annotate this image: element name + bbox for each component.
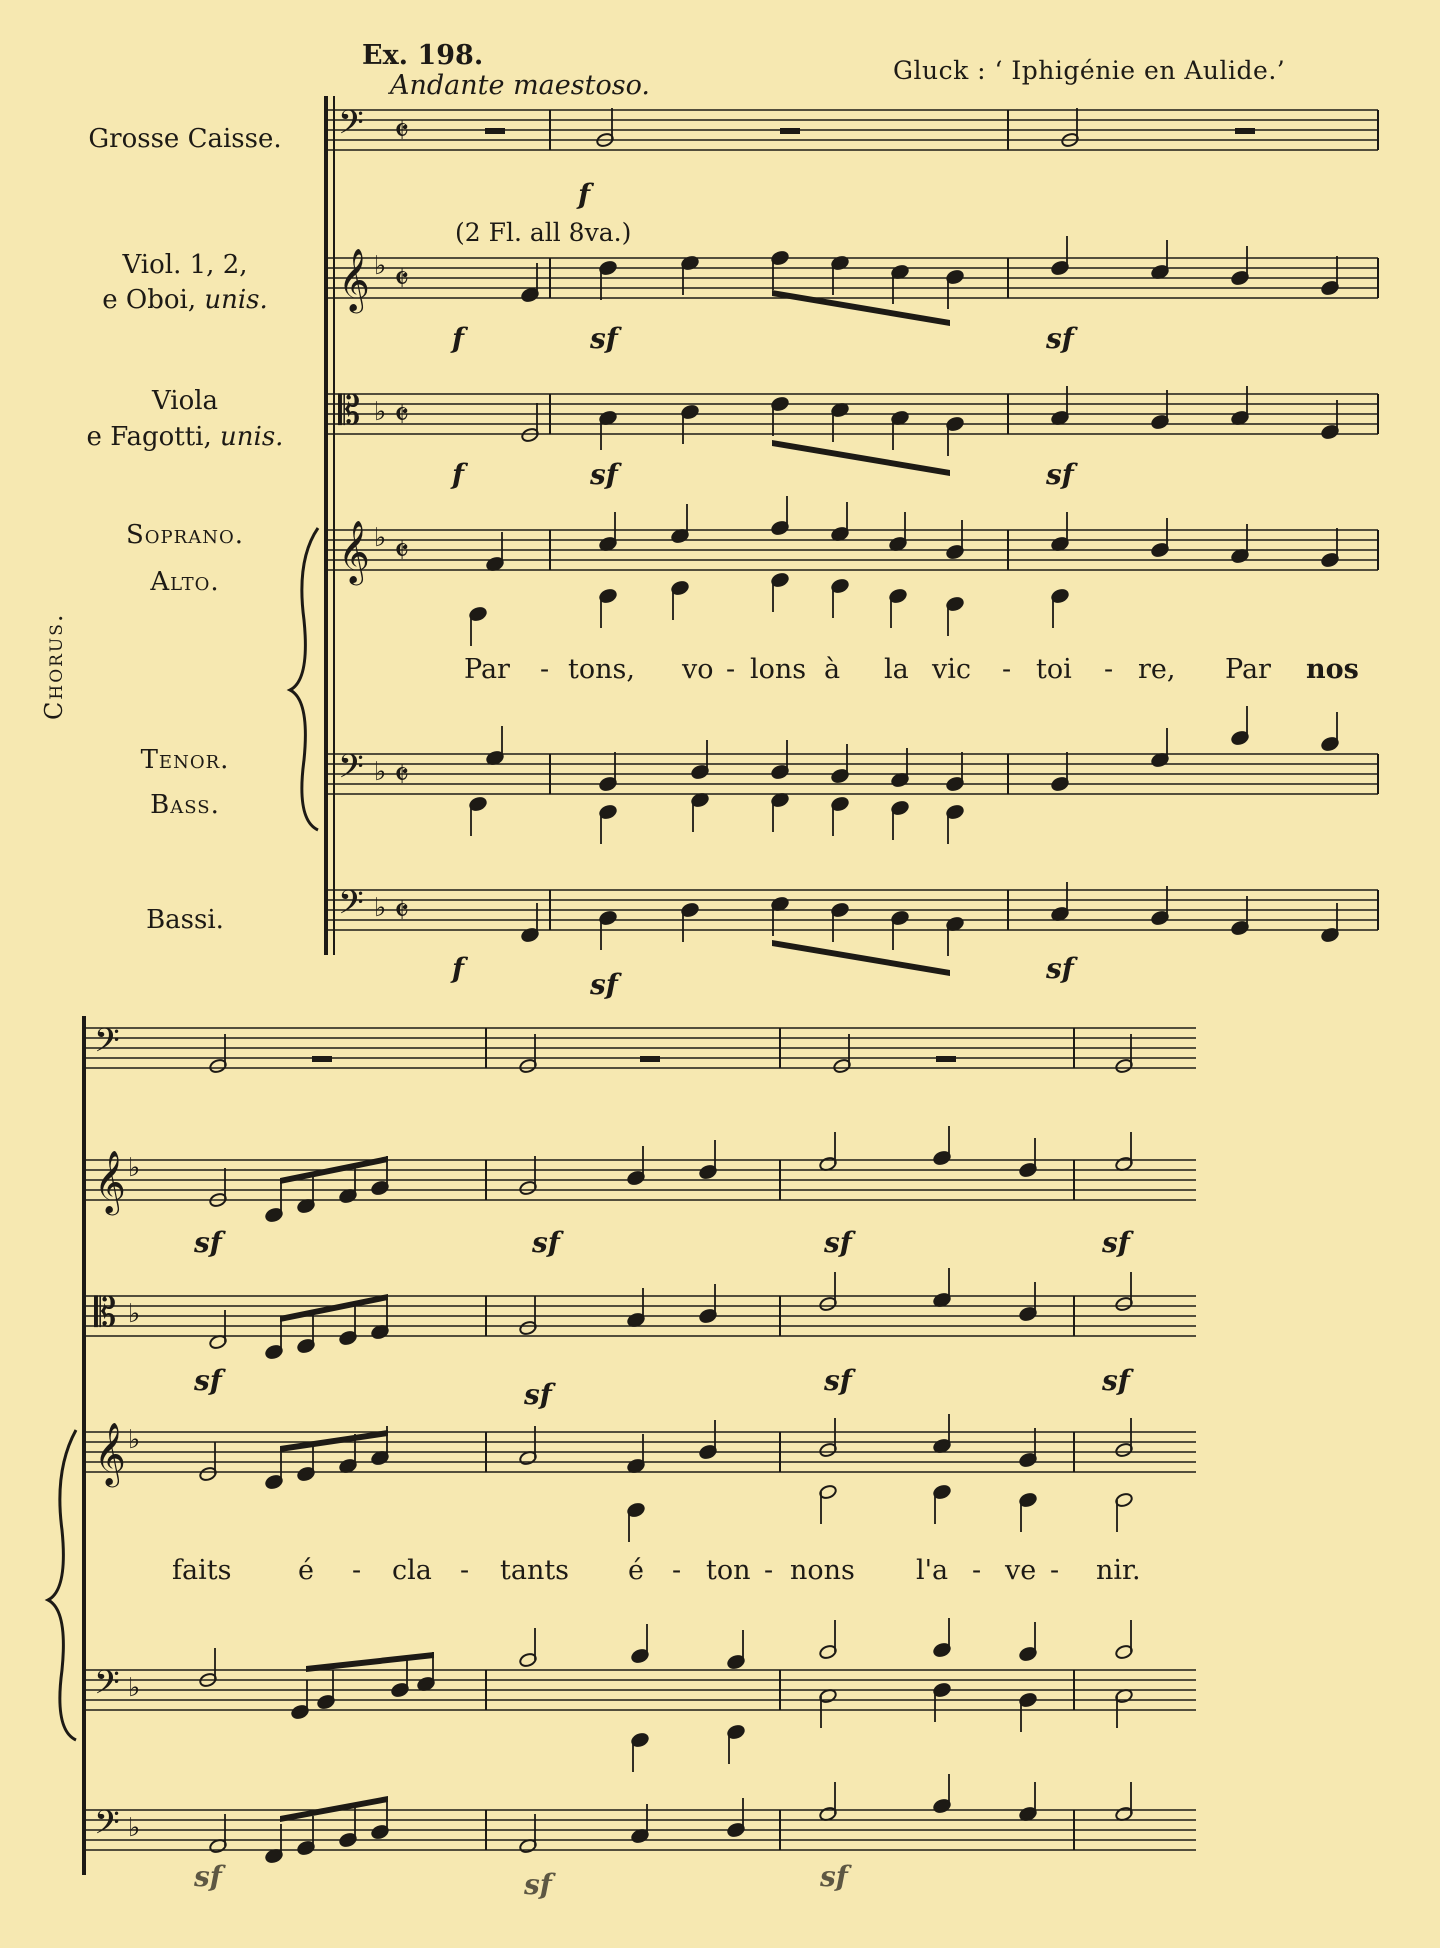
lyric-syllable: la xyxy=(884,654,909,685)
treble-clef: 𝄞 xyxy=(338,248,370,311)
cut-time-signature: 𝄵 xyxy=(394,755,410,795)
lyric-syllable: - xyxy=(1104,654,1114,685)
composer-title: Gluck : ‘ Iphigénie en Aulide.’ xyxy=(893,56,1286,85)
lyric-syllable: - xyxy=(726,654,736,685)
label-bass: Bass. xyxy=(150,790,220,820)
beam xyxy=(772,440,950,476)
label-viola-line2: e Fagotti, unis. xyxy=(86,422,284,452)
chorus-brace xyxy=(48,1430,76,1740)
half-rest xyxy=(485,128,505,134)
alto-clef: 𝄡 xyxy=(94,1290,117,1336)
lyric-syllable: vo xyxy=(682,654,714,685)
lyric-syllable: - xyxy=(764,1555,774,1586)
lyric-syllable: nons xyxy=(790,1555,855,1586)
half-rest xyxy=(312,1056,332,1062)
flat-key-signature: ♭ xyxy=(128,1425,141,1455)
treble-clef: 𝄞 xyxy=(94,1150,126,1213)
lyric-syllable: - xyxy=(460,1555,470,1586)
dynamic-sf: sf xyxy=(1046,952,1074,985)
label-chorus: Chorus. xyxy=(40,612,68,720)
flat-key-signature: ♭ xyxy=(128,1299,141,1329)
lyric-syllable: - xyxy=(1002,654,1012,685)
flat-key-signature: ♭ xyxy=(128,1153,141,1183)
cut-time-signature: 𝄵 xyxy=(394,531,410,571)
lyric-syllable: l'a xyxy=(916,1555,949,1586)
lyric-syllable: vic xyxy=(932,654,972,685)
flat-key-signature: ♭ xyxy=(128,1813,141,1843)
tempo-marking: Andante maestoso. xyxy=(390,70,650,101)
dynamic-sf: sf xyxy=(590,968,618,1001)
annotation-flutes-8va: (2 Fl. all 8va.) xyxy=(455,218,632,247)
lyric-syllable: ve xyxy=(1005,1555,1037,1586)
dynamic-sf: sf xyxy=(532,1226,560,1259)
flat-key-signature: ♭ xyxy=(374,397,387,427)
bass-clef: 𝄢 xyxy=(94,1664,120,1710)
lyric-syllable: tons, xyxy=(568,654,635,685)
dynamic-sf: sf xyxy=(1046,322,1074,355)
bass-clef: 𝄢 xyxy=(338,884,364,930)
label-viola-line1: Viola xyxy=(151,386,219,416)
dynamic-sf: sf xyxy=(590,458,618,491)
label-violins-line2: e Oboi, unis. xyxy=(102,285,268,315)
lyric-syllable: re, xyxy=(1138,654,1176,685)
dynamic-sf: sf xyxy=(1102,1226,1130,1259)
beam xyxy=(280,1430,388,1452)
chorus-brace xyxy=(290,528,318,830)
bass-clef: 𝄢 xyxy=(338,748,364,794)
example-number: Ex. 198. xyxy=(362,40,484,71)
lyric-syllable: - xyxy=(352,1555,362,1586)
lyric-syllable: cla xyxy=(392,1555,432,1586)
label-soprano: Soprano. xyxy=(125,520,244,550)
label-violins-line1: Viol. 1, 2, xyxy=(122,250,248,280)
flat-key-signature: ♭ xyxy=(128,1673,141,1703)
lyric-syllable: ton xyxy=(706,1555,751,1586)
beam xyxy=(280,1294,388,1322)
lyric-syllable: nos xyxy=(1306,654,1359,685)
treble-clef: 𝄞 xyxy=(94,1422,126,1485)
dynamic-sf: sf xyxy=(824,1364,852,1397)
lyric-syllable: é xyxy=(628,1555,644,1586)
dynamic-forte: f xyxy=(578,178,591,211)
label-alto: Alto. xyxy=(150,567,220,597)
dynamic-sf: sf xyxy=(590,322,618,355)
half-rest xyxy=(936,1056,956,1062)
dynamic-sf: sf xyxy=(524,1378,552,1411)
dynamic-sf: sf xyxy=(824,1226,852,1259)
half-rest xyxy=(780,128,800,134)
lyric-syllable: toi xyxy=(1036,654,1072,685)
cut-time-signature: 𝄵 xyxy=(394,395,410,435)
bass-clef: 𝄢 xyxy=(94,1022,120,1068)
lyric-syllable: - xyxy=(540,654,550,685)
label-bassi: Bassi. xyxy=(146,905,224,935)
cut-time-signature: 𝄵 xyxy=(394,111,410,151)
half-rest xyxy=(1235,128,1255,134)
dynamic-forte: f xyxy=(452,458,465,491)
lyric-syllable: à xyxy=(824,654,841,685)
flat-key-signature: ♭ xyxy=(374,893,387,923)
dynamic-forte: f xyxy=(452,322,465,355)
label-tenor: Tenor. xyxy=(140,745,230,775)
dynamic-sf: sf xyxy=(194,1364,222,1397)
lyric-syllable: Par xyxy=(1225,654,1271,685)
lyric-syllable: - xyxy=(672,1555,682,1586)
bass-clef: 𝄢 xyxy=(338,104,364,150)
lyric-syllable: - xyxy=(972,1555,982,1586)
dynamic-sf: sf xyxy=(820,1860,848,1893)
half-rest xyxy=(640,1056,660,1062)
dynamic-sf: sf xyxy=(194,1226,222,1259)
dynamic-sf: sf xyxy=(1102,1364,1130,1397)
dynamic-sf: sf xyxy=(194,1860,222,1893)
dynamic-sf: sf xyxy=(524,1868,552,1901)
flat-key-signature: ♭ xyxy=(374,251,387,281)
dynamic-forte: f xyxy=(452,952,465,985)
beam xyxy=(306,1652,434,1672)
lyric-syllable: faits xyxy=(172,1555,232,1586)
lyric-syllable: nir. xyxy=(1096,1555,1141,1586)
alto-clef: 𝄡 xyxy=(338,388,361,434)
beam xyxy=(280,1796,388,1822)
bass-clef: 𝄢 xyxy=(94,1804,120,1850)
treble-clef: 𝄞 xyxy=(338,520,370,583)
dynamic-sf: sf xyxy=(1046,458,1074,491)
beam xyxy=(772,290,950,326)
beam xyxy=(772,940,950,976)
lyric-syllable: lons xyxy=(750,654,807,685)
flat-key-signature: ♭ xyxy=(374,757,387,787)
lyric-syllable: - xyxy=(1050,1555,1060,1586)
lyric-syllable: Par xyxy=(464,654,510,685)
label-grosse-caisse: Grosse Caisse. xyxy=(88,124,282,154)
lyric-syllable: tants xyxy=(500,1555,570,1586)
flat-key-signature: ♭ xyxy=(374,523,387,553)
lyric-syllable: é xyxy=(298,1555,314,1586)
cut-time-signature: 𝄵 xyxy=(394,891,410,931)
cut-time-signature: 𝄵 xyxy=(394,259,410,299)
